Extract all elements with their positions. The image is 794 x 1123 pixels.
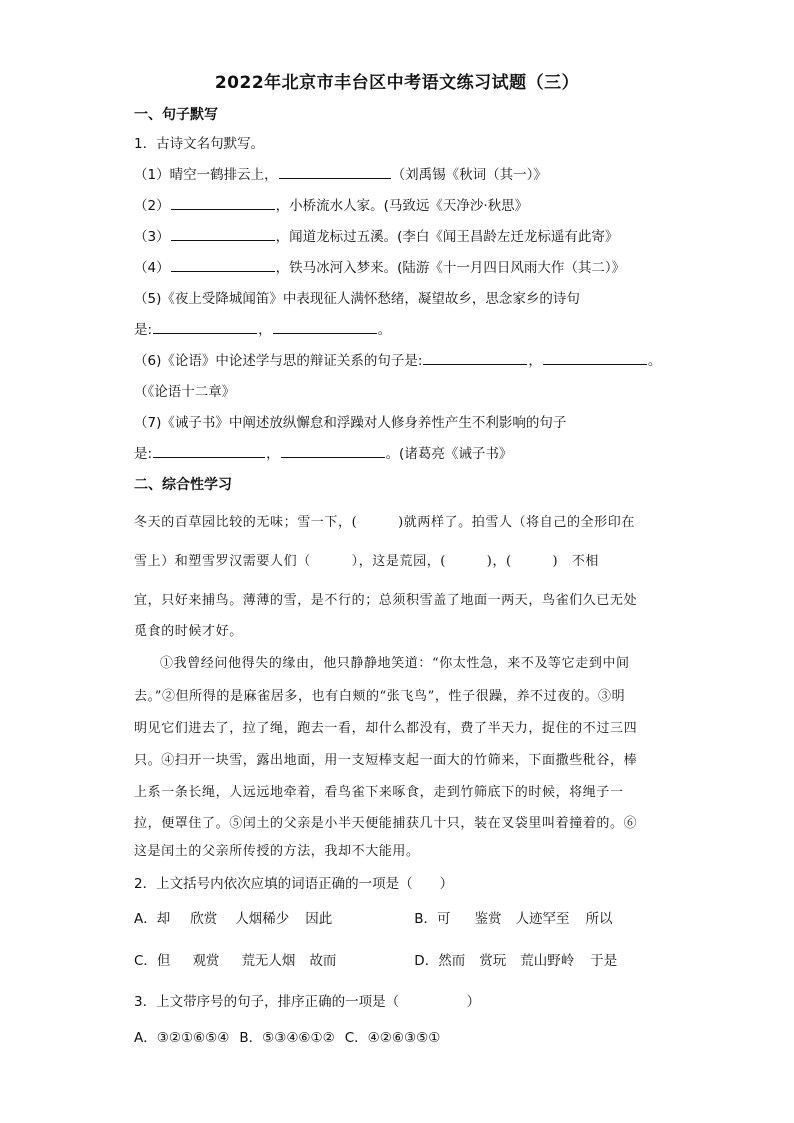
- item-6-mid: ，: [528, 353, 542, 369]
- passage2-line: 去。”②但所得的是麻雀居多，也有白颊的“张飞鸟”，性子很躁，养不过夜的。③明: [134, 689, 626, 704]
- item-1-pre: （1）晴空一鹤排云上，: [134, 167, 278, 183]
- q2-option-d[interactable]: D．然而 赏玩 荒山野岭 于是: [414, 953, 618, 969]
- item-4: [134, 256, 625, 276]
- section1-heading: 一、句子默写: [134, 107, 218, 123]
- q2-option-b[interactable]: B．可 鉴赏 人迹罕至 所以: [414, 911, 613, 927]
- item-7-end: 。(诸葛亮《诫子书》: [385, 446, 513, 462]
- q2-option-c[interactable]: C．但 观赏 荒无人烟 故而: [134, 953, 337, 969]
- item-6-pre: （6)《论语》中论述学与思的辩证关系的句子是:: [134, 353, 423, 369]
- item-4-post: ，铁马冰河入梦来。(陆游《十一月四日风雨大作（其二）》: [275, 260, 626, 276]
- blank-6b[interactable]: [543, 352, 647, 365]
- item-3-pre: （3）: [134, 229, 170, 245]
- q3-option-b[interactable]: B．⑤③④⑥①②: [239, 1030, 335, 1046]
- item-4-pre: （4）: [134, 260, 170, 276]
- item-5-pre: 是:: [134, 322, 153, 338]
- item-1-post: （刘禹锡《秋词（其一）》: [391, 167, 547, 183]
- blank-3[interactable]: [171, 228, 275, 241]
- item-5-mid: ，: [258, 322, 272, 338]
- blank-1[interactable]: [279, 166, 391, 179]
- blank-7a[interactable]: [153, 445, 265, 458]
- item-5-line1: （5)《夜上受降城闻笛》中表现征人满怀愁绪，凝望故乡，思念家乡的诗句: [134, 291, 580, 307]
- item-5-end: 。: [377, 322, 392, 338]
- item-1: [134, 163, 547, 183]
- item-6-end: 。: [647, 353, 662, 369]
- blank-2[interactable]: [171, 197, 275, 210]
- section2-heading: 二、综合性学习: [134, 477, 232, 493]
- question-1: 1．古诗文名句默写。: [134, 136, 265, 152]
- item-7-mid: ，: [266, 446, 280, 462]
- passage1-line: 雪上）和塑雪罗汉需要人们（ ），这是荒园，( )，( ) 不相: [134, 554, 599, 569]
- item-7-pre: 是:: [134, 446, 153, 462]
- item-2-pre: （2）: [134, 198, 170, 214]
- question-3: 3．上文带序号的句子，排序正确的一项是（ ）: [134, 994, 481, 1010]
- blank-4[interactable]: [171, 259, 275, 272]
- passage2-line: 明见它们进去了，拉了绳，跑去一看，却什么都没有，费了半天力，捉住的不过三四: [134, 721, 638, 736]
- item-6-line1: [134, 349, 661, 369]
- item-7-line1: （7)《诫子书》中阐述放纵懈怠和浮躁对人修身养性产生不利影响的句子: [134, 415, 567, 431]
- q2-options-row2: [134, 949, 617, 969]
- item-6-line2: （《论语十二章》: [134, 384, 236, 400]
- q3-option-c[interactable]: C．④②⑥③⑤①: [344, 1030, 441, 1046]
- passage1-line: 宜，只好来捕鸟。薄薄的雪，是不行的；总须积雪盖了地面一两天，鸟雀们久已无处: [134, 593, 638, 608]
- item-7-line2: [134, 442, 512, 462]
- blank-6a[interactable]: [423, 352, 527, 365]
- q3-options: [134, 1026, 440, 1046]
- blank-5b[interactable]: [273, 321, 377, 334]
- passage2-line: 拉，便罩住了。⑤闰土的父亲是小半天便能捕获几十只，装在叉袋里叫着撞着的。⑥: [134, 816, 638, 831]
- q3-option-a[interactable]: A．③②①⑥⑤④: [134, 1030, 230, 1046]
- page-title: 2022年北京市丰台区中考语文练习试题（三）: [214, 73, 580, 93]
- passage2-line: 只。④扫开一块雪，露出地面，用一支短棒支起一面大的竹筛来，下面撒些秕谷，棒: [134, 753, 638, 768]
- passage2-line: 这是闰土的父亲所传授的方法，我却不大能用。: [134, 844, 420, 859]
- passage1-line: 冬天的百草园比较的无味；雪一下，( )就两样了。拍雪人（将自己的全形印在: [134, 515, 635, 530]
- passage2-line: ①我曾经问他得失的缘由，他只静静地笑道：“你太性急，来不及等它走到中间: [160, 656, 630, 671]
- q2-option-a[interactable]: A．却 欣赏 人烟稀少 因此: [134, 911, 333, 927]
- question-2: 2．上文括号内依次应填的词语正确的一项是（ ）: [134, 876, 454, 892]
- item-2: [134, 194, 528, 214]
- blank-7b[interactable]: [281, 445, 385, 458]
- item-3: [134, 225, 618, 245]
- item-2-post: ，小桥流水人家。(马致远《天净沙·秋思》: [275, 198, 529, 214]
- passage2-line: 上系一条长绳，人远远地牵着，看鸟雀下来啄食，走到竹筛底下的时候，将绳子一: [134, 785, 624, 800]
- passage1-line: 觅食的时候才好。: [134, 624, 243, 639]
- q2-options-row1: [134, 907, 613, 927]
- item-5-line2: [134, 318, 391, 338]
- blank-5a[interactable]: [153, 321, 257, 334]
- item-3-post: ，闻道龙标过五溪。(李白《闻王昌龄左迁龙标遥有此寄》: [275, 229, 619, 245]
